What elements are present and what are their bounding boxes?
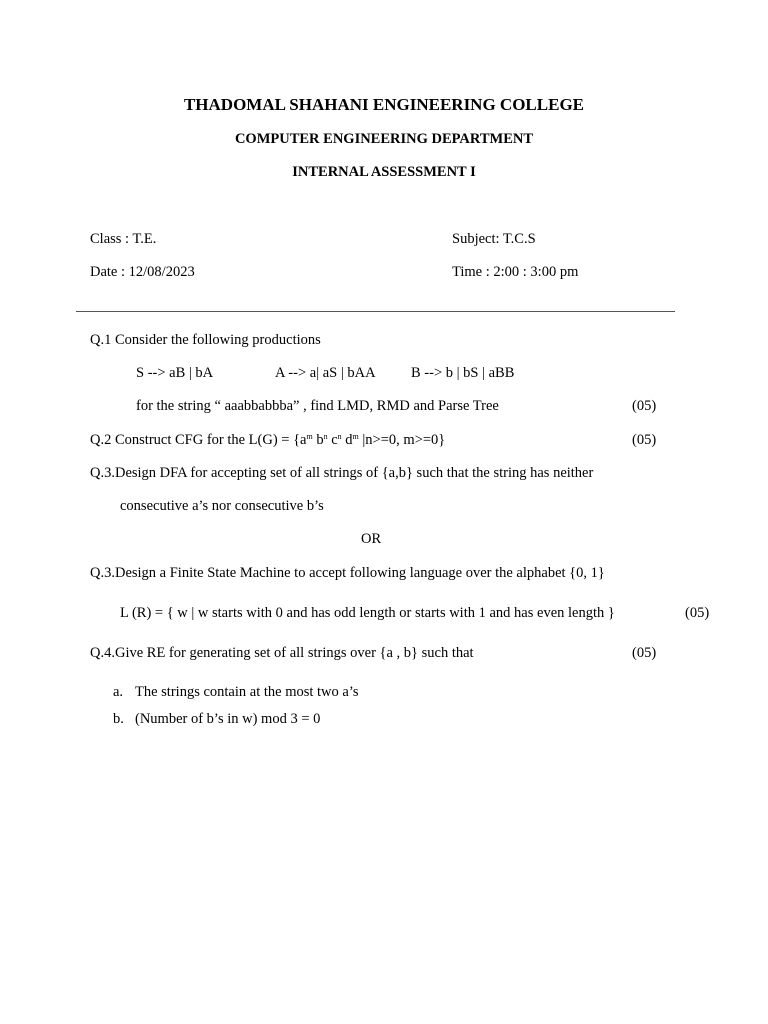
q4-item-a xyxy=(113,685,359,700)
time-info: Time : 2:00 : 3:00 pm xyxy=(452,264,579,280)
list-item-text: The strings contain at the most two a’s xyxy=(135,684,359,700)
college-name: THADOMAL SHAHANI ENGINEERING COLLEGE xyxy=(183,95,585,114)
q3b-marks: (05) xyxy=(685,605,710,621)
exam-title: INTERNAL ASSESSMENT I xyxy=(292,164,476,180)
q3a-line1: Q.3.Design DFA for accepting set of all strings of {a,b} such that the string has neither xyxy=(90,465,594,481)
divider-line xyxy=(76,311,675,312)
list-item-text: (Number of b’s in w) mod 3 = 0 xyxy=(135,711,321,727)
list-marker: a. xyxy=(113,684,124,700)
date-info: Date : 12/08/2023 xyxy=(90,264,195,280)
q1-production-a: A --> a| aS | bAA xyxy=(275,365,376,381)
q3b-line1: Q.3.Design a Finite State Machine to accept following language over the alphabet {0, 1} xyxy=(90,565,605,581)
class-info: Class : T.E. xyxy=(90,231,157,247)
q3a-line2: consecutive a’s nor consecutive b’s xyxy=(120,498,324,514)
q1-task: for the string “ aaabbabbba” , find LMD, RMD and Parse Tree xyxy=(136,398,499,414)
q4-title: Q.4.Give RE for generating set of all strings over {a , b} such that xyxy=(90,645,474,661)
q2-marks: (05) xyxy=(632,432,657,448)
q2-text: Q.2 Construct CFG for the $L(G) = \{a^m$ $b^n$ $c^n$ $d^m$ |n>=0, m>=0} xyxy=(90,432,446,448)
q1-production-b: B --> b | bS | aBB xyxy=(411,365,515,381)
department-name: COMPUTER ENGINEERING DEPARTMENT xyxy=(234,131,534,147)
q3b-language: L (R) = { w | w starts with 0 and has odd length or starts with 1 and has even length } xyxy=(120,605,615,621)
list-marker: b. xyxy=(113,711,124,727)
q1-title: Q.1 Consider the following productions xyxy=(90,332,321,348)
or-separator: OR xyxy=(361,531,382,547)
q1-marks: (05) xyxy=(632,398,657,414)
q4-marks: (05) xyxy=(632,645,657,661)
subject-info: Subject: T.C.S xyxy=(452,231,536,247)
q1-production-s: S --> aB | bA xyxy=(136,365,214,381)
q4-item-b xyxy=(113,712,320,727)
